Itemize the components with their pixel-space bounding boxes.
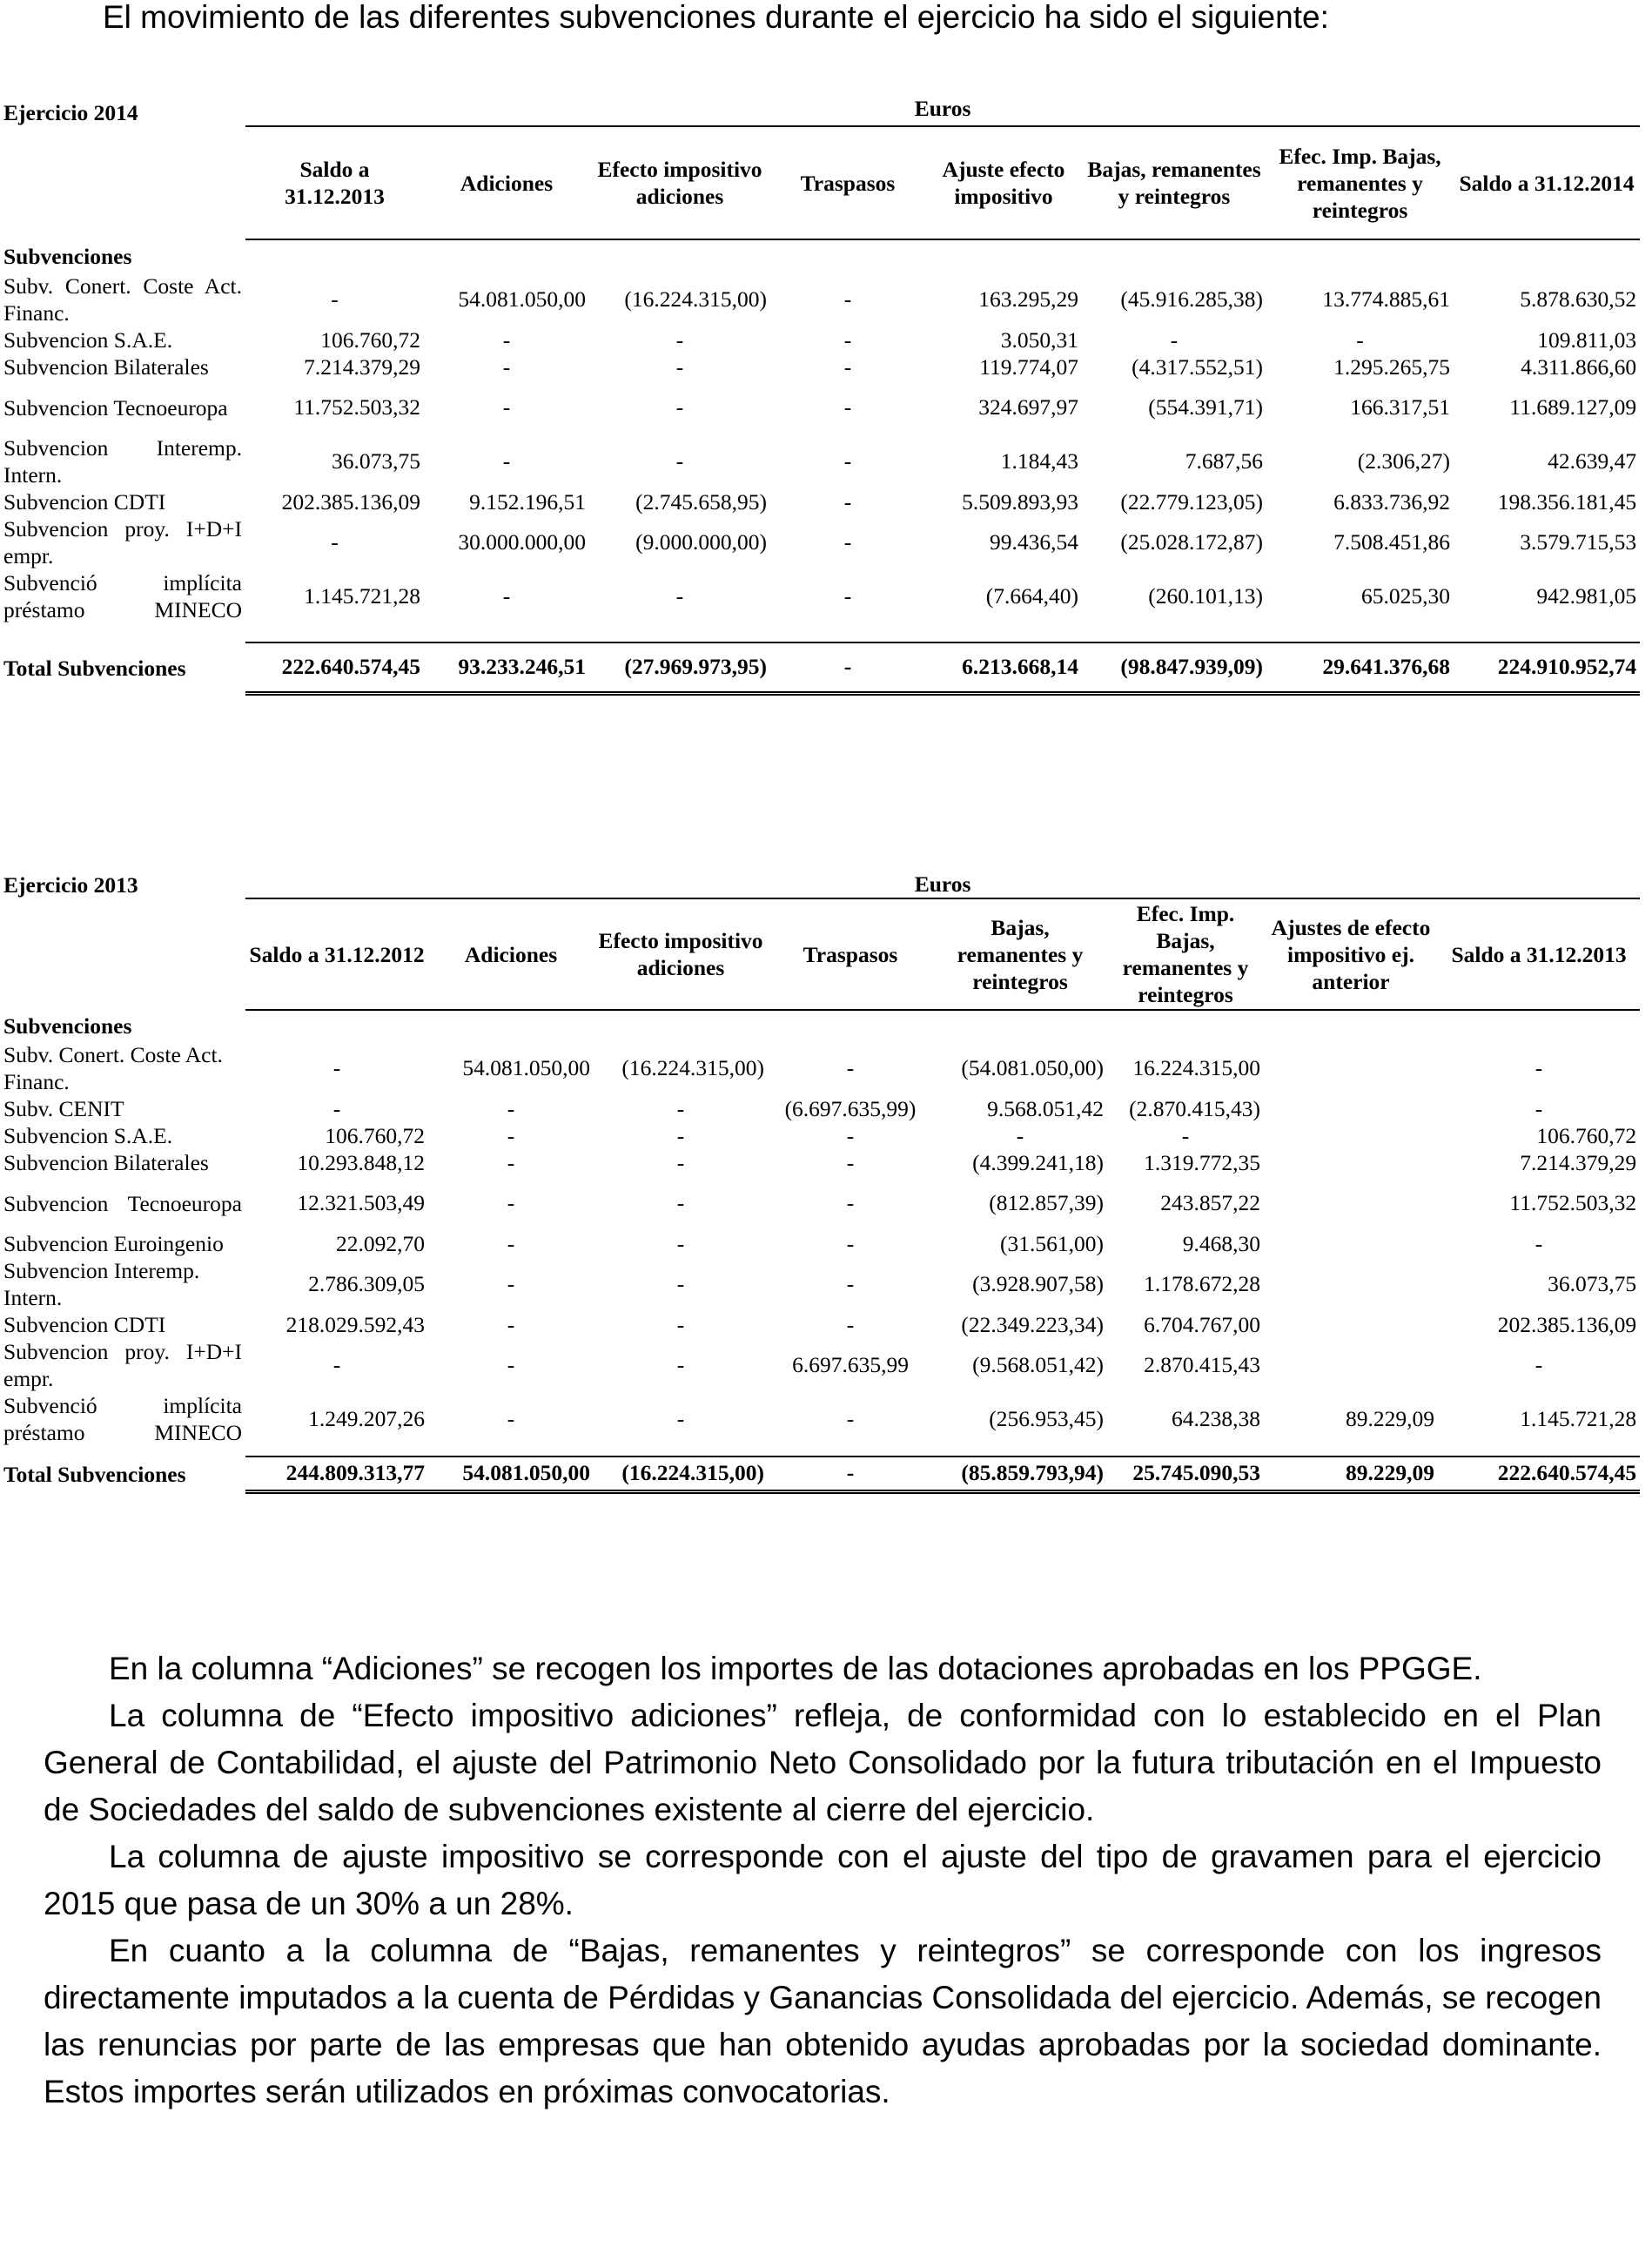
cell-value: 9.152.196,51 [469,488,586,515]
cell-value: 42.639,47 [1548,448,1637,474]
cell-value: - [675,353,684,380]
cell-value: - [1356,326,1364,353]
cell-value: 3.050,31 [1000,326,1078,353]
cell-value: 9.568.051,42 [987,1095,1104,1121]
cell-value: - [502,448,511,474]
cell-value: (45.916.285,38) [1120,286,1263,312]
cell-value: 324.697,97 [978,394,1078,420]
cell-value: - [507,1230,515,1256]
cell-value [1264,1041,1438,1095]
cell-value: 163.295,29 [978,286,1078,312]
total-value: 29.641.376,68 [1266,642,1454,693]
cell-value: 166.317,51 [1350,394,1450,420]
cell-value: 109.811,03 [1537,326,1637,353]
cell-value: - [502,394,511,420]
row-label: Subvencion Bilaterales [3,354,209,380]
year-label: Ejercicio 2013 [3,872,138,898]
col-header: Adiciones [460,170,554,196]
cell-value: - [1534,1352,1543,1377]
cell-value: 106.760,72 [320,326,420,353]
cell-value: 5.509.893,93 [962,488,1078,515]
cell-value: 11.689.127,09 [1509,394,1637,420]
table-row [0,434,1640,488]
cell-value: - [843,326,852,353]
cell-value: - [846,1406,855,1431]
cell-value: 65.025,30 [1361,583,1450,609]
table-row [0,1392,1640,1446]
cell-value: 36.073,75 [1548,1271,1637,1296]
cell-value: 64.238,38 [1172,1406,1260,1431]
cell-value: 16.224.315,00 [1132,1055,1260,1080]
row-label: Subvenció implícita préstamo MINECO [3,570,242,622]
cell-value: 119.774,07 [979,353,1078,380]
cell-value: 2.786.309,05 [308,1271,425,1296]
cell-value: - [846,1055,855,1080]
col-header: Ajustes de efecto impositivo ej. anterior [1271,914,1431,994]
total-value: 224.910.952,74 [1454,642,1640,693]
row-label: Subvencion Interemp. Intern. [3,435,242,488]
total-value: 25.745.090,53 [1107,1457,1264,1491]
cell-value: - [846,1271,855,1296]
cell-value: - [675,583,684,609]
col-header: Efecto impositivo adiciones [598,928,763,980]
cell-value: - [1534,1095,1543,1121]
cell-value: 54.081.050,00 [458,286,586,312]
paragraph: La columna de “Efecto impositivo adiciones” refleja, de conformidad con lo establecido en el Plan General de Contabilidad, el ajuste del Patrimonio Neto Consolidado por la futura tributación en el Impuesto de Sociedades del saldo de subvenciones existente al cierre del ejercicio. [44,1698,1602,1827]
cell-value: - [1016,1122,1024,1148]
cell-value: 7.214.379,29 [1520,1149,1637,1175]
col-header: Ajuste efecto impositivo [942,157,1065,209]
col-header: Saldo a 31.12.2013 [1451,941,1627,967]
cell-value: 11.752.503,32 [293,394,420,420]
cell-value: 13.774.885,61 [1322,286,1450,312]
table-row [0,1149,1640,1176]
cell-value: 198.356.181,45 [1497,488,1637,515]
cell-value [1264,1338,1438,1392]
cell-value [1264,1176,1438,1230]
cell-value: 4.311.866,60 [1521,353,1637,380]
cell-value: - [676,1190,685,1215]
cell-value: (16.224.315,00) [624,286,767,312]
cell-value: (9.568.051,42) [972,1352,1104,1377]
cell-value: - [675,448,684,474]
table-2014 [0,91,1640,696]
cell-value: (812.857,39) [989,1190,1104,1215]
cell-value: - [843,353,852,380]
cell-value: 1.145.721,28 [1520,1406,1637,1431]
cell-value: 106.760,72 [1536,1122,1637,1148]
cell-value: (54.081.050,00) [961,1055,1104,1080]
cell-value: (2.306,27) [1357,448,1450,474]
table-row [0,1230,1640,1257]
cell-value: - [502,326,511,353]
total-value: 222.640.574,45 [1438,1457,1640,1491]
cell-value: 2.870.415,43 [1144,1352,1260,1377]
cell-value: - [1534,1230,1543,1256]
cell-value: - [507,1149,515,1175]
table-row [0,272,1640,326]
cell-value: - [507,1122,515,1148]
cell-value: (31.561,00) [1000,1230,1104,1256]
cell-value: - [507,1095,515,1121]
cell-value: - [507,1406,515,1431]
paragraph: En la columna “Adiciones” se recogen los importes de las dotaciones aprobadas en los PPGGE. [109,1651,1482,1686]
cell-value: - [502,583,511,609]
cell-value: 3.579.715,53 [1520,529,1637,555]
table-row [0,380,1640,434]
table-row [0,1041,1640,1095]
table-row [0,353,1640,380]
cell-value [1264,1311,1438,1338]
table-row [0,1095,1640,1122]
total-value: 54.081.050,00 [428,1457,594,1491]
row-label: Subv. CENIT [3,1096,124,1121]
cell-value: - [676,1230,685,1256]
cell-value: (6.697.635,99) [784,1095,917,1121]
col-header: Bajas, remanentes y reintegros [1087,157,1261,209]
total-value: - [768,1457,933,1491]
cell-value: 7.687,56 [1185,448,1263,474]
total-value: 222.640.574,45 [245,642,424,693]
explanatory-text [44,1645,1602,2116]
total-value: 93.233.246,51 [424,642,589,693]
cell-value: (4.317.552,51) [1132,353,1263,380]
cell-value [1264,1122,1438,1149]
cell-value: - [676,1271,685,1296]
cell-value: - [332,1055,341,1080]
cell-value: 1.295.265,75 [1333,353,1450,380]
col-header: Efecto impositivo adiciones [597,157,762,209]
cell-value: - [332,1352,341,1377]
cell-value: - [676,1122,685,1148]
row-label: Subvencion Euroingenio [3,1231,224,1256]
row-label: Subvencion proy. I+D+I empr. [3,516,242,568]
cell-value: 22.092,70 [336,1230,425,1256]
table-row [0,1257,1640,1311]
cell-value: - [843,394,852,420]
row-label: Subvenció implícita préstamo MINECO [3,1393,242,1445]
intro-text: El movimiento de las diferentes subvenciones durante el ejercicio ha sido el siguiente: [103,0,1329,35]
cell-value: - [507,1271,515,1296]
col-header: Traspasos [800,170,896,196]
table-2013 [0,871,1640,1494]
cell-value: - [843,286,852,312]
cell-value: - [332,1095,341,1121]
cell-value [1264,1149,1438,1176]
cell-value [1264,1095,1438,1122]
cell-value: 5.878.630,52 [1520,286,1637,312]
cell-value: 89.229,09 [1346,1406,1434,1431]
cell-value: - [676,1149,685,1175]
row-label: Subvencion S.A.E. [3,1123,173,1148]
row-label: Subvencion S.A.E. [3,327,173,353]
cell-value: (9.000.000,00) [635,529,767,555]
cell-value: 6.697.635,99 [792,1352,909,1377]
cell-value: - [676,1352,685,1377]
cell-value: (260.101,13) [1148,583,1263,609]
total-value: (85.859.793,94) [933,1457,1107,1491]
cell-value: 1.184,43 [1000,448,1078,474]
cell-value [1264,1230,1438,1257]
cell-value: 1.249.207,26 [308,1406,425,1431]
cell-value: (554.391,71) [1148,394,1263,420]
cell-value: - [675,394,684,420]
col-header: Adiciones [464,941,558,967]
cell-value: 12.321.503,49 [297,1190,425,1215]
cell-value: - [507,1352,515,1377]
cell-value: 30.000.000,00 [458,529,586,555]
total-value: - [770,642,925,693]
cell-value: - [1181,1122,1190,1148]
cell-value: 6.704.767,00 [1144,1311,1260,1337]
cell-value: 54.081.050,00 [462,1055,590,1080]
cell-value: (22.349.223,34) [961,1311,1104,1337]
cell-value: (2.745.658,95) [635,488,767,515]
cell-value: 36.073,75 [332,448,420,474]
cell-value: 99.436,54 [990,529,1078,555]
cell-value: - [846,1230,855,1256]
cell-value: - [507,1190,515,1215]
cell-value: 1.319.772,35 [1144,1149,1260,1175]
cell-value: - [843,488,852,515]
row-label: Subvencion CDTI [3,1312,166,1337]
cell-value: 9.468,30 [1182,1230,1260,1256]
cell-value: - [846,1190,855,1215]
section-label: Subvenciones [3,1012,132,1039]
table-row [0,515,1640,569]
cell-value: 11.752.503,32 [1509,1190,1637,1215]
cell-value: - [676,1311,685,1337]
cell-value: - [843,529,852,555]
currency-label: Euros [245,871,1640,898]
row-label: Subvencion Tecnoeuropa [3,1190,242,1216]
col-header: Efec. Imp. Bajas, remanentes y reintegros [1279,143,1441,223]
cell-value: (3.928.907,58) [972,1271,1104,1296]
cell-value: 7.508.451,86 [1333,529,1450,555]
cell-value: - [846,1122,855,1148]
cell-value: 106.760,72 [325,1122,425,1148]
table-row [0,1338,1640,1392]
cell-value: - [507,1311,515,1337]
cell-value: 7.214.379,29 [304,353,420,380]
total-value: (98.847.939,09) [1082,642,1266,693]
table-row [0,488,1640,515]
total-value: 89.229,09 [1264,1457,1438,1491]
cell-value: (22.779.123,05) [1120,488,1263,515]
table-row [0,1311,1640,1338]
cell-value: - [675,326,684,353]
row-label: Subvencion proy. I+D+I empr. [3,1339,242,1391]
col-header: Saldo a 31.12.2014 [1459,170,1635,196]
cell-value: (256.953,45) [989,1406,1104,1431]
table-row [0,326,1640,353]
total-value: (16.224.315,00) [594,1457,768,1491]
year-label: Ejercicio 2014 [3,100,138,125]
cell-value: - [676,1406,685,1431]
cell-value: 942.981,05 [1536,583,1637,609]
cell-value: - [1534,1055,1543,1080]
col-header: Saldo a 31.12.2013 [285,157,385,209]
table-row [0,569,1640,623]
cell-value: - [846,1149,855,1175]
col-header: Traspasos [802,941,898,967]
cell-value: 10.293.848,12 [297,1149,425,1175]
cell-value: 218.029.592,43 [285,1311,425,1337]
paragraph: En cuanto a la columna de “Bajas, remanentes y reintegros” se corresponde con los ingresos directamente imputados a la cuenta de Pérdidas y Ganancias Consolidada del ejercicio. Además, se recogen las renuncias por parte de las empresas que han obtenido ayudas aprobadas por la sociedad dominante. Estos importes serán utilizados en próximas convocatorias. [44,1933,1602,2109]
cell-value: 243.857,22 [1160,1190,1260,1215]
total-value: (27.969.973,95) [589,642,770,693]
row-label: Subvencion Interemp. Intern. [3,1258,200,1310]
total-label: Total Subvenciones [3,1461,186,1487]
table-row [0,1122,1640,1149]
row-label: Subvencion Bilaterales [3,1150,209,1175]
cell-value: - [331,529,339,555]
row-label: Subvencion CDTI [3,489,166,515]
cell-value: - [843,448,852,474]
total-value: 244.809.313,77 [245,1457,428,1491]
cell-value: - [331,286,339,312]
cell-value [1264,1257,1438,1311]
row-label: Subv. Conert. Coste Act. Financ. [3,273,242,326]
cell-value: (25.028.172,87) [1120,529,1263,555]
col-header: Bajas, remanentes y reintegros [957,914,1084,994]
cell-value: - [676,1095,685,1121]
cell-value: 1.145.721,28 [304,583,420,609]
cell-value: 202.385.136,09 [281,488,420,515]
total-label: Total Subvenciones [3,655,186,681]
cell-value: (2.870.415,43) [1129,1095,1260,1121]
cell-value: (4.399.241,18) [972,1149,1104,1175]
col-header: Saldo a 31.12.2012 [249,941,425,967]
col-header: Efec. Imp. Bajas, remanentes y reintegros [1122,901,1249,1007]
cell-value: 202.385.136,09 [1497,1311,1637,1337]
cell-value: - [1170,326,1179,353]
total-value: 6.213.668,14 [925,642,1082,693]
cell-value: - [502,353,511,380]
section-label: Subvenciones [3,243,132,269]
cell-value: (7.664,40) [985,583,1078,609]
cell-value: - [846,1311,855,1337]
cell-value: - [843,583,852,609]
row-label: Subv. Conert. Coste Act. Financ. [3,1042,223,1094]
currency-label: Euros [245,91,1640,126]
paragraph: La columna de ajuste impositivo se corresponde con el ajuste del tipo de gravamen para el ejercicio 2015 que pasa de un 30% a un 28%. [44,1839,1602,1921]
cell-value: 1.178.672,28 [1144,1271,1260,1296]
cell-value: 6.833.736,92 [1333,488,1450,515]
cell-value: (16.224.315,00) [621,1055,764,1080]
table-row [0,1176,1640,1230]
row-label: Subvencion Tecnoeuropa [3,394,228,420]
